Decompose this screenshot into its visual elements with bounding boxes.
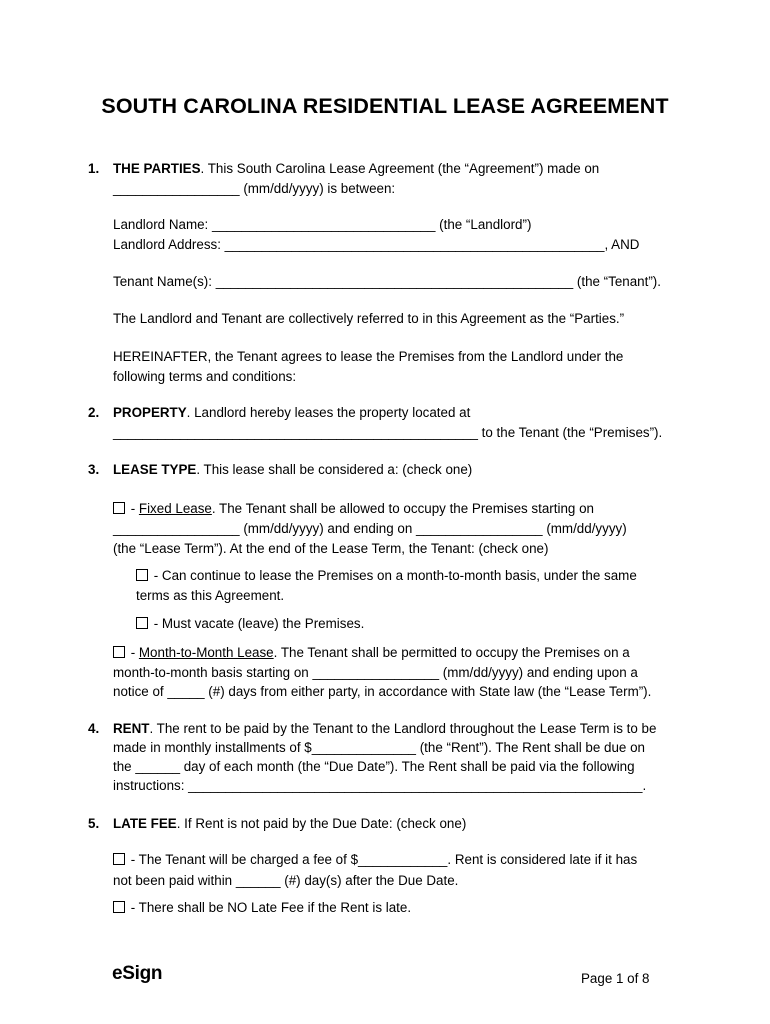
section-2-heading: PROPERTY — [113, 405, 187, 420]
no-late-fee-text: - There shall be NO Late Fee if the Rent is late. — [127, 900, 412, 915]
section-4-text: . The rent to be paid by the Tenant to the Landlord throughout the Lease Term is to be — [149, 721, 657, 736]
late-fee-checkbox[interactable] — [113, 853, 125, 865]
continue-checkbox[interactable] — [136, 569, 148, 581]
rent-instructions-field[interactable]: instructions: _____________________________________________________________. — [113, 778, 647, 793]
rent-due-day-field[interactable]: the ______ day of each month (the “Due Date”). The Rent shall be paid via the following — [113, 759, 635, 774]
section-3-number: 3. — [88, 462, 100, 477]
fixed-lease-dates-field[interactable]: _________________ (mm/dd/yyyy) and ending on _________________ (mm/dd/yyyy) — [113, 521, 627, 536]
vacate-checkbox[interactable] — [136, 617, 148, 629]
fixed-lease-term-text: (the “Lease Term”). At the end of the Lease Term, the Tenant: (check one) — [113, 541, 549, 556]
section-3-text: . This lease shall be considered a: (check one) — [196, 462, 473, 477]
fixed-lease-label: Fixed Lease — [138, 501, 212, 516]
parties-paragraph: The Landlord and Tenant are collectively referred to in this Agreement as the “Parties.” — [113, 311, 625, 326]
late-fee-days-field[interactable]: not been paid within ______ (#) day(s) after the Due Date. — [113, 873, 459, 888]
section-3-line-1 — [113, 462, 472, 478]
section-4-heading: RENT — [113, 721, 150, 736]
month-to-month-text: . The Tenant shall be permitted to occupy the Premises on a — [273, 645, 630, 660]
property-address-field[interactable]: _________________________________________________ to the Tenant (the “Premises”). — [113, 425, 663, 440]
vacate-option — [136, 616, 364, 632]
section-2-text: . Landlord hereby leases the property located at — [186, 405, 471, 420]
section-4-number: 4. — [88, 721, 100, 736]
month-to-month-notice-field[interactable]: notice of _____ (#) days from either party, in accordance with State law (the “Lease Term”). — [113, 684, 652, 699]
page-number: Page 1 of 8 — [581, 971, 650, 986]
section-4-line-1 — [113, 721, 656, 737]
section-1-line-1 — [113, 161, 599, 177]
section-1-text: . This South Carolina Lease Agreement (the “Agreement”) made on — [200, 161, 600, 176]
month-to-month-dash: - — [127, 645, 139, 660]
late-fee-option — [113, 852, 637, 868]
tenant-names-field[interactable]: Tenant Name(s): ________________________________________________ (the “Tenant”). — [113, 274, 661, 289]
vacate-text: - Must vacate (leave) the Premises. — [150, 616, 365, 631]
section-5-number: 5. — [88, 816, 100, 831]
rent-amount-field[interactable]: made in monthly installments of $______________ (the “Rent”). The Rent shall be due on — [113, 740, 645, 755]
section-3-heading: LEASE TYPE — [113, 462, 197, 477]
no-late-fee-checkbox[interactable] — [113, 901, 125, 913]
month-to-month-option — [113, 645, 630, 661]
month-to-month-label: Month-to-Month Lease — [138, 645, 274, 660]
section-1-number: 1. — [88, 161, 100, 176]
section-2-number: 2. — [88, 405, 100, 420]
document-title: SOUTH CAROLINA RESIDENTIAL LEASE AGREEMENT — [101, 94, 669, 118]
month-to-month-start-field[interactable]: month-to-month basis starting on _________________ (mm/dd/yyyy) and ending upon a — [113, 665, 638, 680]
continue-text-2: terms as this Agreement. — [136, 588, 285, 603]
hereinafter-line-1: HEREINAFTER, the Tenant agrees to lease the Premises from the Landlord under the — [113, 349, 624, 364]
landlord-address-field[interactable]: Landlord Address: ___________________________________________________, AND — [113, 237, 640, 252]
section-5-heading: LATE FEE — [113, 816, 177, 831]
hereinafter-line-2: following terms and conditions: — [113, 369, 297, 384]
section-1-date-line[interactable]: _________________ (mm/dd/yyyy) is between: — [113, 181, 396, 196]
section-1-heading: THE PARTIES — [113, 161, 201, 176]
continue-option — [136, 568, 637, 584]
fixed-lease-dash: - — [127, 501, 139, 516]
section-5-text: . If Rent is not paid by the Due Date: (check one) — [176, 816, 467, 831]
fixed-lease-checkbox[interactable] — [113, 502, 125, 514]
section-5-line-1 — [113, 816, 466, 832]
landlord-name-field[interactable]: Landlord Name: ______________________________ (the “Landlord”) — [113, 217, 532, 232]
fixed-lease-text: . The Tenant shall be allowed to occupy the Premises starting on — [211, 501, 594, 516]
month-to-month-checkbox[interactable] — [113, 646, 125, 658]
section-2-line-1 — [113, 405, 470, 421]
continue-text-1: - Can continue to lease the Premises on a month-to-month basis, under the same — [150, 568, 637, 583]
esign-logo: eSign — [112, 963, 163, 984]
no-late-fee-option — [113, 900, 411, 916]
late-fee-text-1: - The Tenant will be charged a fee of $____________. Rent is considered late if it has — [127, 852, 638, 867]
fixed-lease-option — [113, 501, 594, 517]
